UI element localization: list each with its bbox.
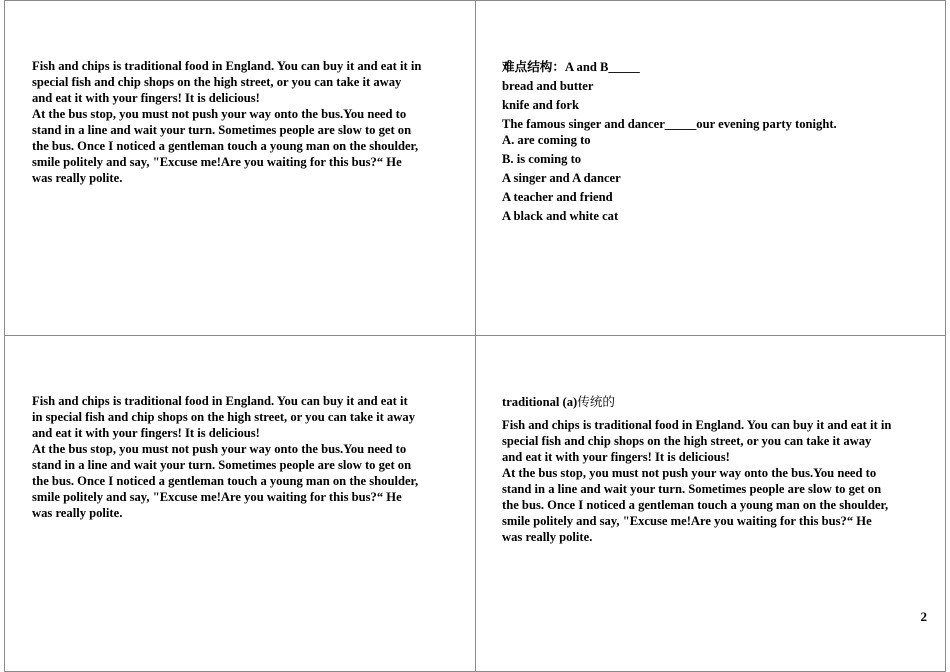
passage-paragraph-bus: At the bus stop, you must not push your way onto the bus.You need to stand in a line and wait your turn. Sometimes people are slow to get on the bus. Once I noticed a gentleman touch a young man on the shoulder, smile politely and say, "Excuse me!Are you waiting for this bus?“ He was really polite.	[32, 442, 419, 520]
vocab-heading	[502, 394, 615, 410]
structure-heading-cn: 难点结构：	[502, 60, 565, 74]
passage-paragraph-bus: At the bus stop, you must not push your way onto the bus.You need to stand in a line and wait your turn. Sometimes people are slow to get on the bus. Once I noticed a gentleman touch a young man on the shoulder, smile politely and say, "Excuse me!Are you waiting for this bus?“ He was really polite.	[32, 107, 419, 185]
vocab-word: traditional (a)	[502, 395, 578, 409]
list-item: The famous singer and dancer_____our evening party tonight.	[502, 117, 837, 131]
slide-bottom-left	[4, 335, 476, 672]
slide-top-right	[475, 0, 946, 336]
structure-heading	[502, 59, 837, 78]
reading-passage	[502, 417, 894, 545]
structure-list	[502, 59, 837, 227]
passage-paragraph-food: Fish and chips is traditional food in England. You can buy it and eat it in special fish and chip shops on the high street, or you can take it away and eat it with your fingers! It is delicious!	[32, 394, 415, 440]
list-item: A singer and A dancer	[502, 171, 621, 185]
slide-top-left	[4, 0, 476, 336]
list-item: bread and butter	[502, 79, 594, 93]
list-item: A. are coming to	[502, 133, 591, 147]
passage-paragraph-food: Fish and chips is traditional food in England. You can buy it and eat it in special fish and chip shops on the high street, or you can take it away and eat it with your fingers! It is delicious!	[32, 59, 422, 105]
reading-passage	[32, 58, 424, 186]
list-item: A teacher and friend	[502, 190, 613, 204]
passage-paragraph-food: Fish and chips is traditional food in England. You can buy it and eat it in special fish and chip shops on the high street, or you can take it away and eat it with your fingers! It is delicious!	[502, 418, 892, 464]
structure-heading-en: A and B_____	[564, 60, 640, 74]
list-item: B. is coming to	[502, 152, 582, 166]
slide-bottom-right	[475, 335, 946, 672]
reading-passage	[32, 393, 420, 521]
vocab-meaning: 传统的	[577, 395, 615, 409]
page-number: 2	[920, 609, 927, 624]
list-item: A black and white cat	[502, 209, 619, 223]
passage-paragraph-bus: At the bus stop, you must not push your way onto the bus.You need to stand in a line and wait your turn. Sometimes people are slow to get on the bus. Once I noticed a gentleman touch a young man on the shoulder, smile politely and say, "Excuse me!Are you waiting for this bus?“ He was really polite.	[502, 466, 889, 544]
list-item: knife and fork	[502, 98, 579, 112]
